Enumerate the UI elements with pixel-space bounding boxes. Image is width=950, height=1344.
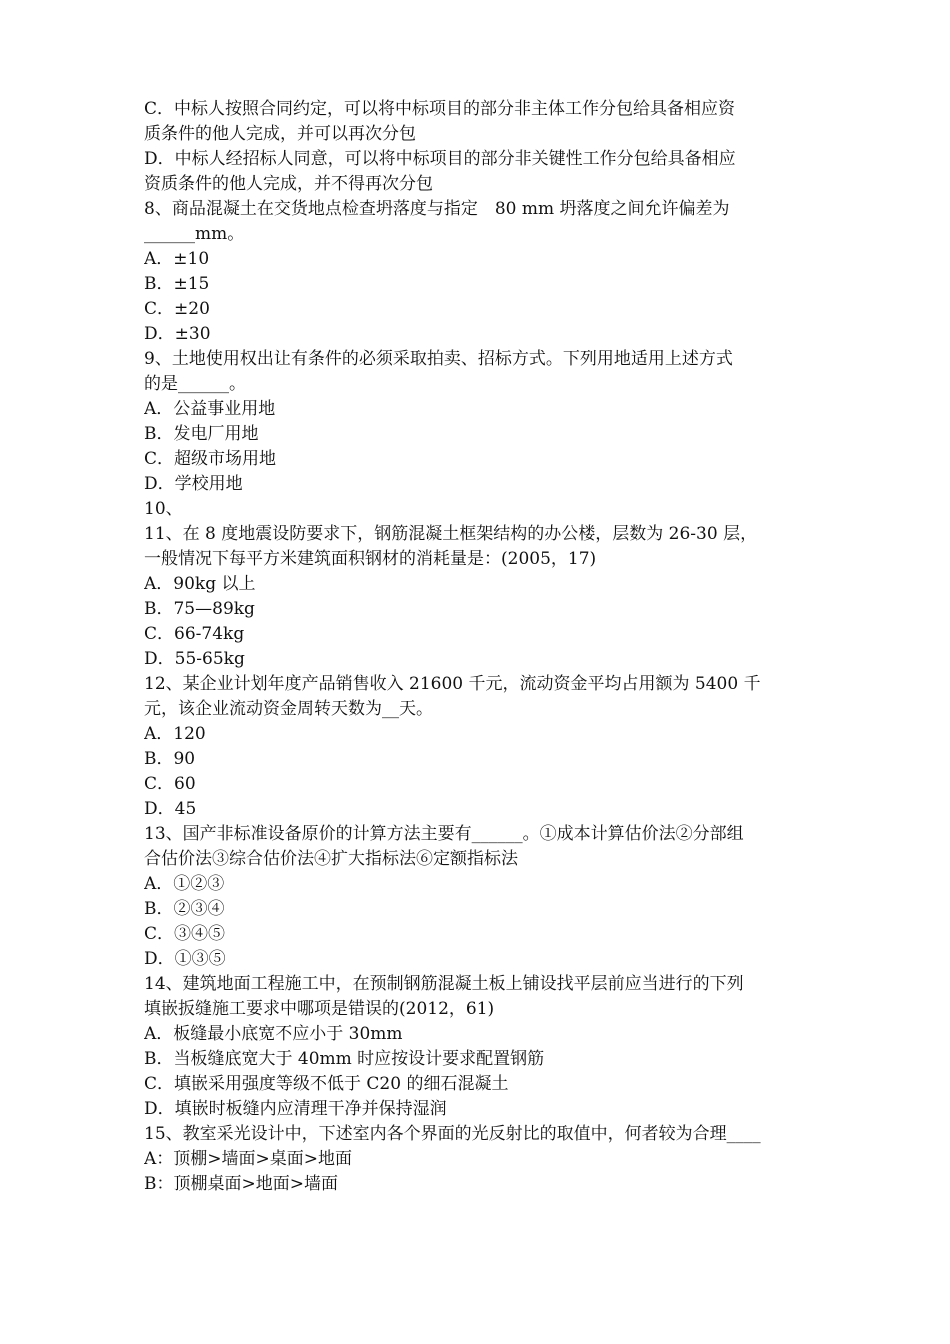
option-line: D．55-65kg [144, 649, 245, 669]
option-line: D．45 [144, 799, 197, 819]
option-line: A．120 [144, 724, 206, 744]
option-line: B．发电厂用地 [144, 424, 259, 444]
question-9-line: 的是______。 [144, 374, 246, 394]
option-line: B．90 [144, 749, 196, 769]
question-13-line: 合估价法③综合估价法④扩大指标法⑥定额指标法 [144, 849, 518, 869]
option-line: C．66-74kg [144, 624, 245, 644]
question-12-line: 12、某企业计划年度产品销售收入 21600 千元，流动资金平均占用额为 5400 千 [144, 674, 761, 694]
option-line: C．超级市场用地 [144, 449, 277, 469]
option-line: D．学校用地 [144, 474, 243, 494]
document-body [144, 97, 810, 1197]
question-8-line: 8、商品混凝土在交货地点检查坍落度与指定 80 mm 坍落度之间允许偏差为 [144, 199, 730, 219]
question-15-line: 15、教室采光设计中，下述室内各个界面的光反射比的取值中，何者较为合理____ [144, 1124, 761, 1144]
text-line: 质条件的他人完成，并可以再次分包 [144, 124, 416, 144]
option-line: B．75—89kg [144, 599, 255, 619]
option-line: C．±20 [144, 299, 210, 319]
option-line: A．公益事业用地 [144, 399, 276, 419]
text-line: 资质条件的他人完成，并不得再次分包 [144, 174, 433, 194]
option-line: C．③④⑤ [144, 924, 226, 944]
option-line: A．90kg 以上 [144, 574, 256, 594]
question-11-line: 11、在 8 度地震设防要求下，钢筋混凝土框架结构的办公楼，层数为 26-30 层， [144, 524, 758, 544]
option-line: B：顶棚桌面>地面>墙面 [144, 1174, 338, 1194]
option-line: B．当板缝底宽大于 40mm 时应按设计要求配置钢筋 [144, 1049, 545, 1069]
option-line: D．①③⑤ [144, 949, 226, 969]
question-11-line: 一般情况下每平方米建筑面积钢材的消耗量是：(2005，17) [144, 549, 597, 569]
question-13-line: 13、国产非标准设备原价的计算方法主要有______。①成本计算估价法②分部组 [144, 824, 744, 844]
option-line: D．填嵌时板缝内应清理干净并保持湿润 [144, 1099, 447, 1119]
question-14-line: 14、建筑地面工程施工中，在预制钢筋混凝土板上铺设找平层前应当进行的下列 [144, 974, 744, 994]
question-14-line: 填嵌扳缝施工要求中哪项是错误的(2012，61) [144, 999, 495, 1019]
option-line: D．±30 [144, 324, 211, 344]
option-line: A：顶棚>墙面>桌面>地面 [144, 1149, 353, 1169]
text-line: C．中标人按照合同约定，可以将中标项目的部分非主体工作分包给具备相应资 [144, 99, 736, 119]
option-line: A．板缝最小底宽不应小于 30mm [144, 1024, 403, 1044]
question-10-line: 10、 [144, 499, 183, 519]
option-line: C．填嵌采用强度等级不低于 C20 的细石混凝土 [144, 1074, 509, 1094]
option-line: B．±15 [144, 274, 210, 294]
option-line: A．±10 [144, 249, 210, 269]
text-line: D．中标人经招标人同意，可以将中标项目的部分非关键性工作分包给具备相应 [144, 149, 736, 169]
question-9-line: 9、土地使用权出让有条件的必须采取拍卖、招标方式。下列用地适用上述方式 [144, 349, 733, 369]
option-line: A．①②③ [144, 874, 225, 894]
question-8-line: ______mm。 [144, 224, 245, 244]
option-line: C．60 [144, 774, 196, 794]
question-12-line: 元，该企业流动资金周转天数为__天。 [144, 699, 433, 719]
option-line: B．②③④ [144, 899, 225, 919]
